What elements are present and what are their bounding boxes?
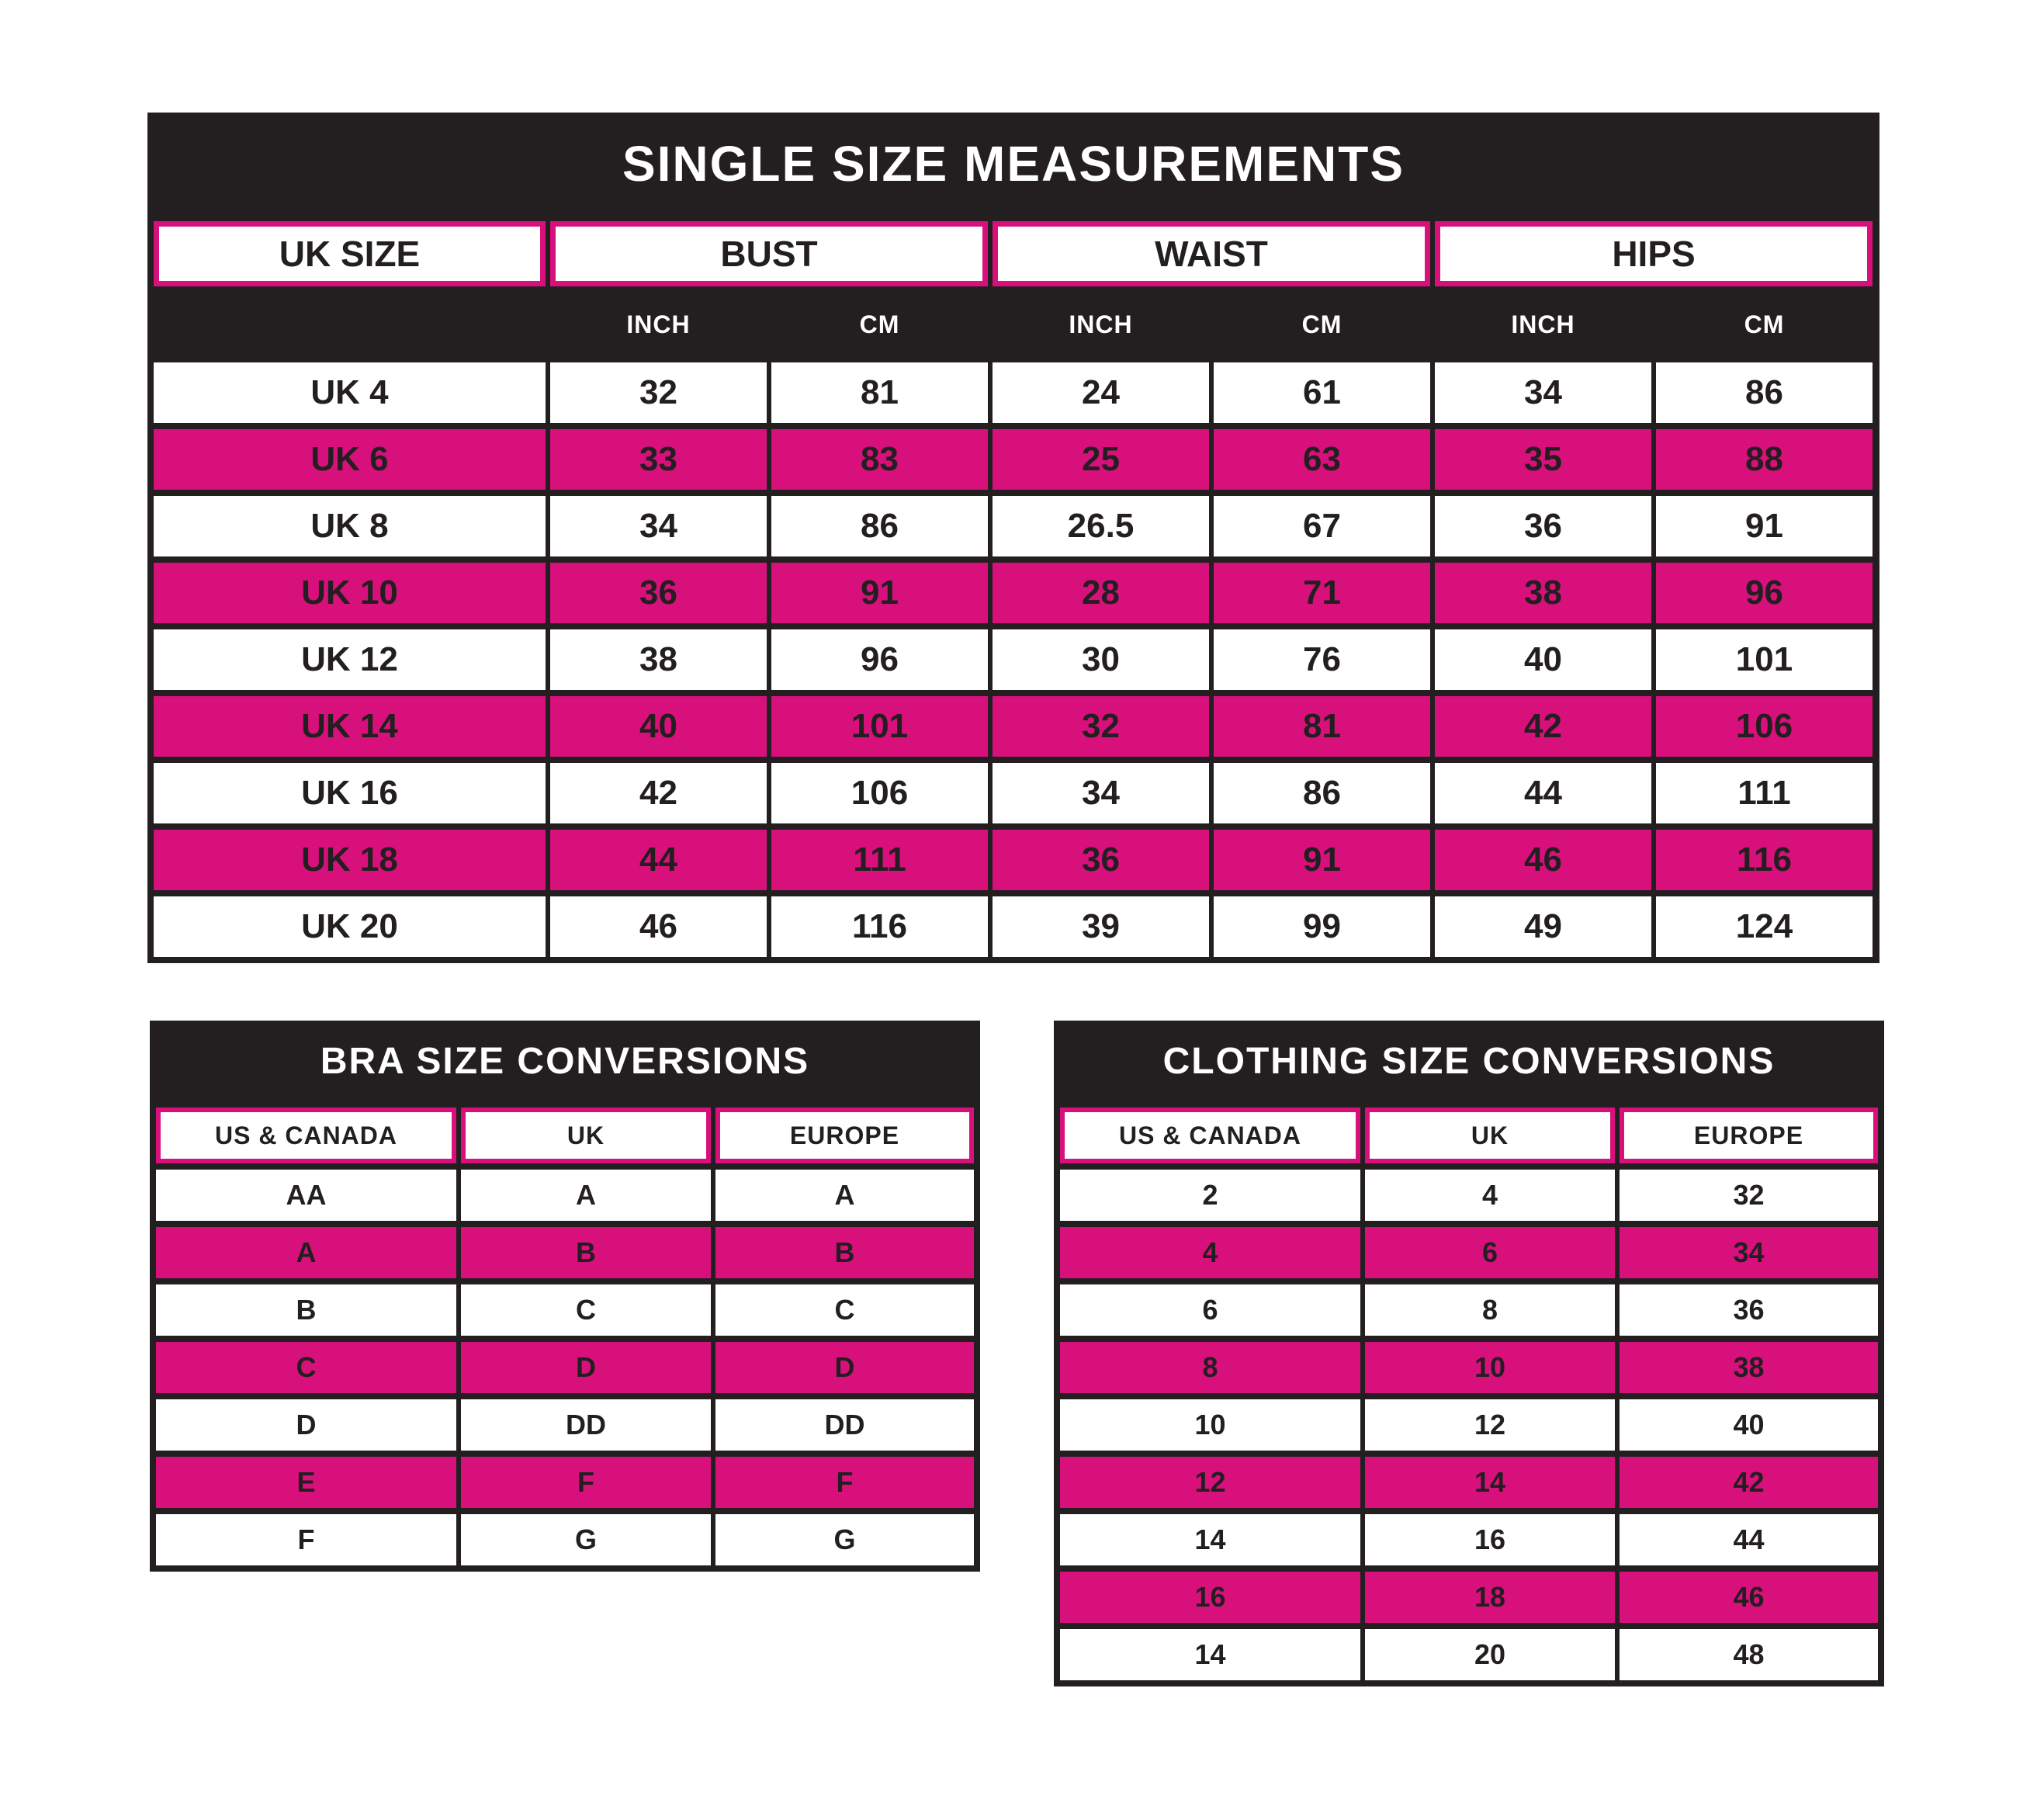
table-cell: 36	[1620, 1284, 1878, 1336]
table-cell: 30	[993, 629, 1209, 690]
table-cell: F	[156, 1514, 456, 1565]
bra-header-europe: EUROPE	[715, 1108, 974, 1163]
bra-table-title: BRA SIZE CONVERSIONS	[156, 1021, 974, 1101]
table-cell: 14	[1365, 1457, 1615, 1508]
table-cell: 91	[1656, 496, 1873, 556]
table-cell: 40	[1435, 629, 1651, 690]
table-cell: 116	[771, 896, 988, 957]
table-cell: D	[461, 1342, 711, 1393]
subheader-waist-inch: INCH	[993, 293, 1209, 356]
table-row	[1060, 1572, 1878, 1623]
table-cell: 106	[1656, 696, 1873, 757]
table-cell: B	[461, 1227, 711, 1278]
subheader-blank	[154, 293, 546, 356]
table-cell: 116	[1656, 830, 1873, 890]
table-cell: 40	[550, 696, 767, 757]
clothing-header-europe: EUROPE	[1620, 1108, 1878, 1163]
table-cell: UK 6	[154, 429, 546, 490]
table-cell: 48	[1620, 1629, 1878, 1680]
table-cell: 111	[1656, 763, 1873, 823]
table-cell: C	[156, 1342, 456, 1393]
table-cell: 42	[1620, 1457, 1878, 1508]
table-row	[154, 362, 1873, 423]
table-cell: 34	[993, 763, 1209, 823]
table-cell: 38	[1620, 1342, 1878, 1393]
table-cell: 32	[993, 696, 1209, 757]
table-row	[1060, 1514, 1878, 1565]
table-cell: 12	[1365, 1399, 1615, 1451]
table-cell: UK 10	[154, 563, 546, 623]
table-cell: 63	[1214, 429, 1430, 490]
table-cell: 6	[1060, 1284, 1360, 1336]
table-cell: UK 4	[154, 362, 546, 423]
table-cell: 24	[993, 362, 1209, 423]
table-cell: 46	[550, 896, 767, 957]
table-cell: B	[156, 1284, 456, 1336]
table-cell: 34	[1620, 1227, 1878, 1278]
table-row	[1060, 1284, 1878, 1336]
bra-size-conversions-table	[150, 1021, 980, 1572]
main-table-subheader-row	[154, 293, 1873, 356]
table-cell: 26.5	[993, 496, 1209, 556]
subheader-hips-inch: INCH	[1435, 293, 1651, 356]
table-cell: 42	[550, 763, 767, 823]
group-header-hips: HIPS	[1435, 221, 1873, 286]
table-cell: 4	[1060, 1227, 1360, 1278]
table-cell: 99	[1214, 896, 1430, 957]
table-cell: 76	[1214, 629, 1430, 690]
group-header-bust: BUST	[550, 221, 988, 286]
clothing-header-us-canada: US & CANADA	[1060, 1108, 1360, 1163]
group-header-waist: WAIST	[993, 221, 1430, 286]
table-row	[1060, 1399, 1878, 1451]
table-row	[156, 1457, 974, 1508]
table-cell: G	[461, 1514, 711, 1565]
table-cell: 44	[550, 830, 767, 890]
main-table-body	[154, 362, 1873, 957]
table-cell: 61	[1214, 362, 1430, 423]
main-table-title: SINGLE SIZE MEASUREMENTS	[154, 113, 1873, 215]
table-cell: D	[156, 1399, 456, 1451]
table-row	[156, 1399, 974, 1451]
table-cell: E	[156, 1457, 456, 1508]
table-cell: 83	[771, 429, 988, 490]
table-cell: UK 16	[154, 763, 546, 823]
table-cell: 8	[1060, 1342, 1360, 1393]
table-cell: DD	[461, 1399, 711, 1451]
table-cell: 96	[771, 629, 988, 690]
table-cell: B	[715, 1227, 974, 1278]
table-cell: 36	[550, 563, 767, 623]
table-cell: 81	[771, 362, 988, 423]
table-cell: 44	[1435, 763, 1651, 823]
table-cell: 4	[1365, 1170, 1615, 1221]
table-row	[154, 830, 1873, 890]
group-header-uk-size: UK SIZE	[154, 221, 546, 286]
table-cell: 96	[1656, 563, 1873, 623]
clothing-table-body	[1060, 1170, 1878, 1680]
table-row	[154, 896, 1873, 957]
table-row	[156, 1170, 974, 1221]
table-cell: F	[715, 1457, 974, 1508]
table-cell: 12	[1060, 1457, 1360, 1508]
table-cell: 38	[550, 629, 767, 690]
subheader-bust-cm: CM	[771, 293, 988, 356]
table-cell: UK 20	[154, 896, 546, 957]
table-cell: 25	[993, 429, 1209, 490]
table-row	[154, 563, 1873, 623]
table-cell: D	[715, 1342, 974, 1393]
table-cell: 81	[1214, 696, 1430, 757]
table-cell: A	[715, 1170, 974, 1221]
table-row	[156, 1284, 974, 1336]
table-row	[1060, 1170, 1878, 1221]
table-cell: A	[461, 1170, 711, 1221]
table-cell: 14	[1060, 1514, 1360, 1565]
table-cell: 49	[1435, 896, 1651, 957]
table-cell: 10	[1365, 1342, 1615, 1393]
table-cell: 42	[1435, 696, 1651, 757]
table-cell: 91	[771, 563, 988, 623]
table-row	[156, 1227, 974, 1278]
table-cell: 34	[550, 496, 767, 556]
table-cell: A	[156, 1227, 456, 1278]
table-cell: 124	[1656, 896, 1873, 957]
table-cell: 2	[1060, 1170, 1360, 1221]
table-cell: UK 12	[154, 629, 546, 690]
table-cell: 32	[1620, 1170, 1878, 1221]
bra-table-body	[156, 1170, 974, 1565]
table-row	[154, 429, 1873, 490]
table-cell: 101	[1656, 629, 1873, 690]
table-cell: 32	[550, 362, 767, 423]
table-cell: 14	[1060, 1629, 1360, 1680]
main-table-group-header-row	[154, 221, 1873, 286]
table-cell: UK 18	[154, 830, 546, 890]
table-row	[156, 1342, 974, 1393]
table-cell: 46	[1435, 830, 1651, 890]
table-cell: 86	[1656, 362, 1873, 423]
table-cell: 34	[1435, 362, 1651, 423]
clothing-table-header-row	[1060, 1108, 1878, 1163]
table-row	[156, 1514, 974, 1565]
table-cell: 91	[1214, 830, 1430, 890]
table-cell: 106	[771, 763, 988, 823]
table-cell: 101	[771, 696, 988, 757]
table-cell: F	[461, 1457, 711, 1508]
table-cell: 71	[1214, 563, 1430, 623]
table-cell: 38	[1435, 563, 1651, 623]
table-cell: 86	[1214, 763, 1430, 823]
table-cell: 39	[993, 896, 1209, 957]
table-cell: 33	[550, 429, 767, 490]
table-row	[1060, 1629, 1878, 1680]
table-cell: 16	[1060, 1572, 1360, 1623]
table-cell: G	[715, 1514, 974, 1565]
table-cell: 6	[1365, 1227, 1615, 1278]
table-cell: 16	[1365, 1514, 1615, 1565]
table-row	[1060, 1227, 1878, 1278]
single-size-measurements-table	[147, 113, 1879, 963]
table-row	[154, 496, 1873, 556]
table-cell: C	[461, 1284, 711, 1336]
table-cell: AA	[156, 1170, 456, 1221]
table-cell: DD	[715, 1399, 974, 1451]
clothing-header-uk: UK	[1365, 1108, 1615, 1163]
bra-table-header-row	[156, 1108, 974, 1163]
table-cell: 36	[1435, 496, 1651, 556]
table-cell: UK 14	[154, 696, 546, 757]
table-cell: 67	[1214, 496, 1430, 556]
table-row	[154, 763, 1873, 823]
table-cell: 35	[1435, 429, 1651, 490]
bra-header-uk: UK	[461, 1108, 711, 1163]
bra-header-us-canada: US & CANADA	[156, 1108, 456, 1163]
table-cell: 28	[993, 563, 1209, 623]
subheader-waist-cm: CM	[1214, 293, 1430, 356]
table-row	[154, 629, 1873, 690]
clothing-size-conversions-table	[1054, 1021, 1884, 1686]
table-cell: 46	[1620, 1572, 1878, 1623]
table-cell: 18	[1365, 1572, 1615, 1623]
table-cell: 86	[771, 496, 988, 556]
table-cell: 111	[771, 830, 988, 890]
table-cell: 40	[1620, 1399, 1878, 1451]
table-cell: 8	[1365, 1284, 1615, 1336]
table-row	[1060, 1342, 1878, 1393]
table-cell: C	[715, 1284, 974, 1336]
table-cell: 20	[1365, 1629, 1615, 1680]
table-cell: 44	[1620, 1514, 1878, 1565]
clothing-table-title: CLOTHING SIZE CONVERSIONS	[1060, 1021, 1878, 1101]
table-cell: 88	[1656, 429, 1873, 490]
subheader-hips-cm: CM	[1656, 293, 1873, 356]
table-row	[1060, 1457, 1878, 1508]
table-row	[154, 696, 1873, 757]
table-cell: UK 8	[154, 496, 546, 556]
subheader-bust-inch: INCH	[550, 293, 767, 356]
table-cell: 36	[993, 830, 1209, 890]
table-cell: 10	[1060, 1399, 1360, 1451]
